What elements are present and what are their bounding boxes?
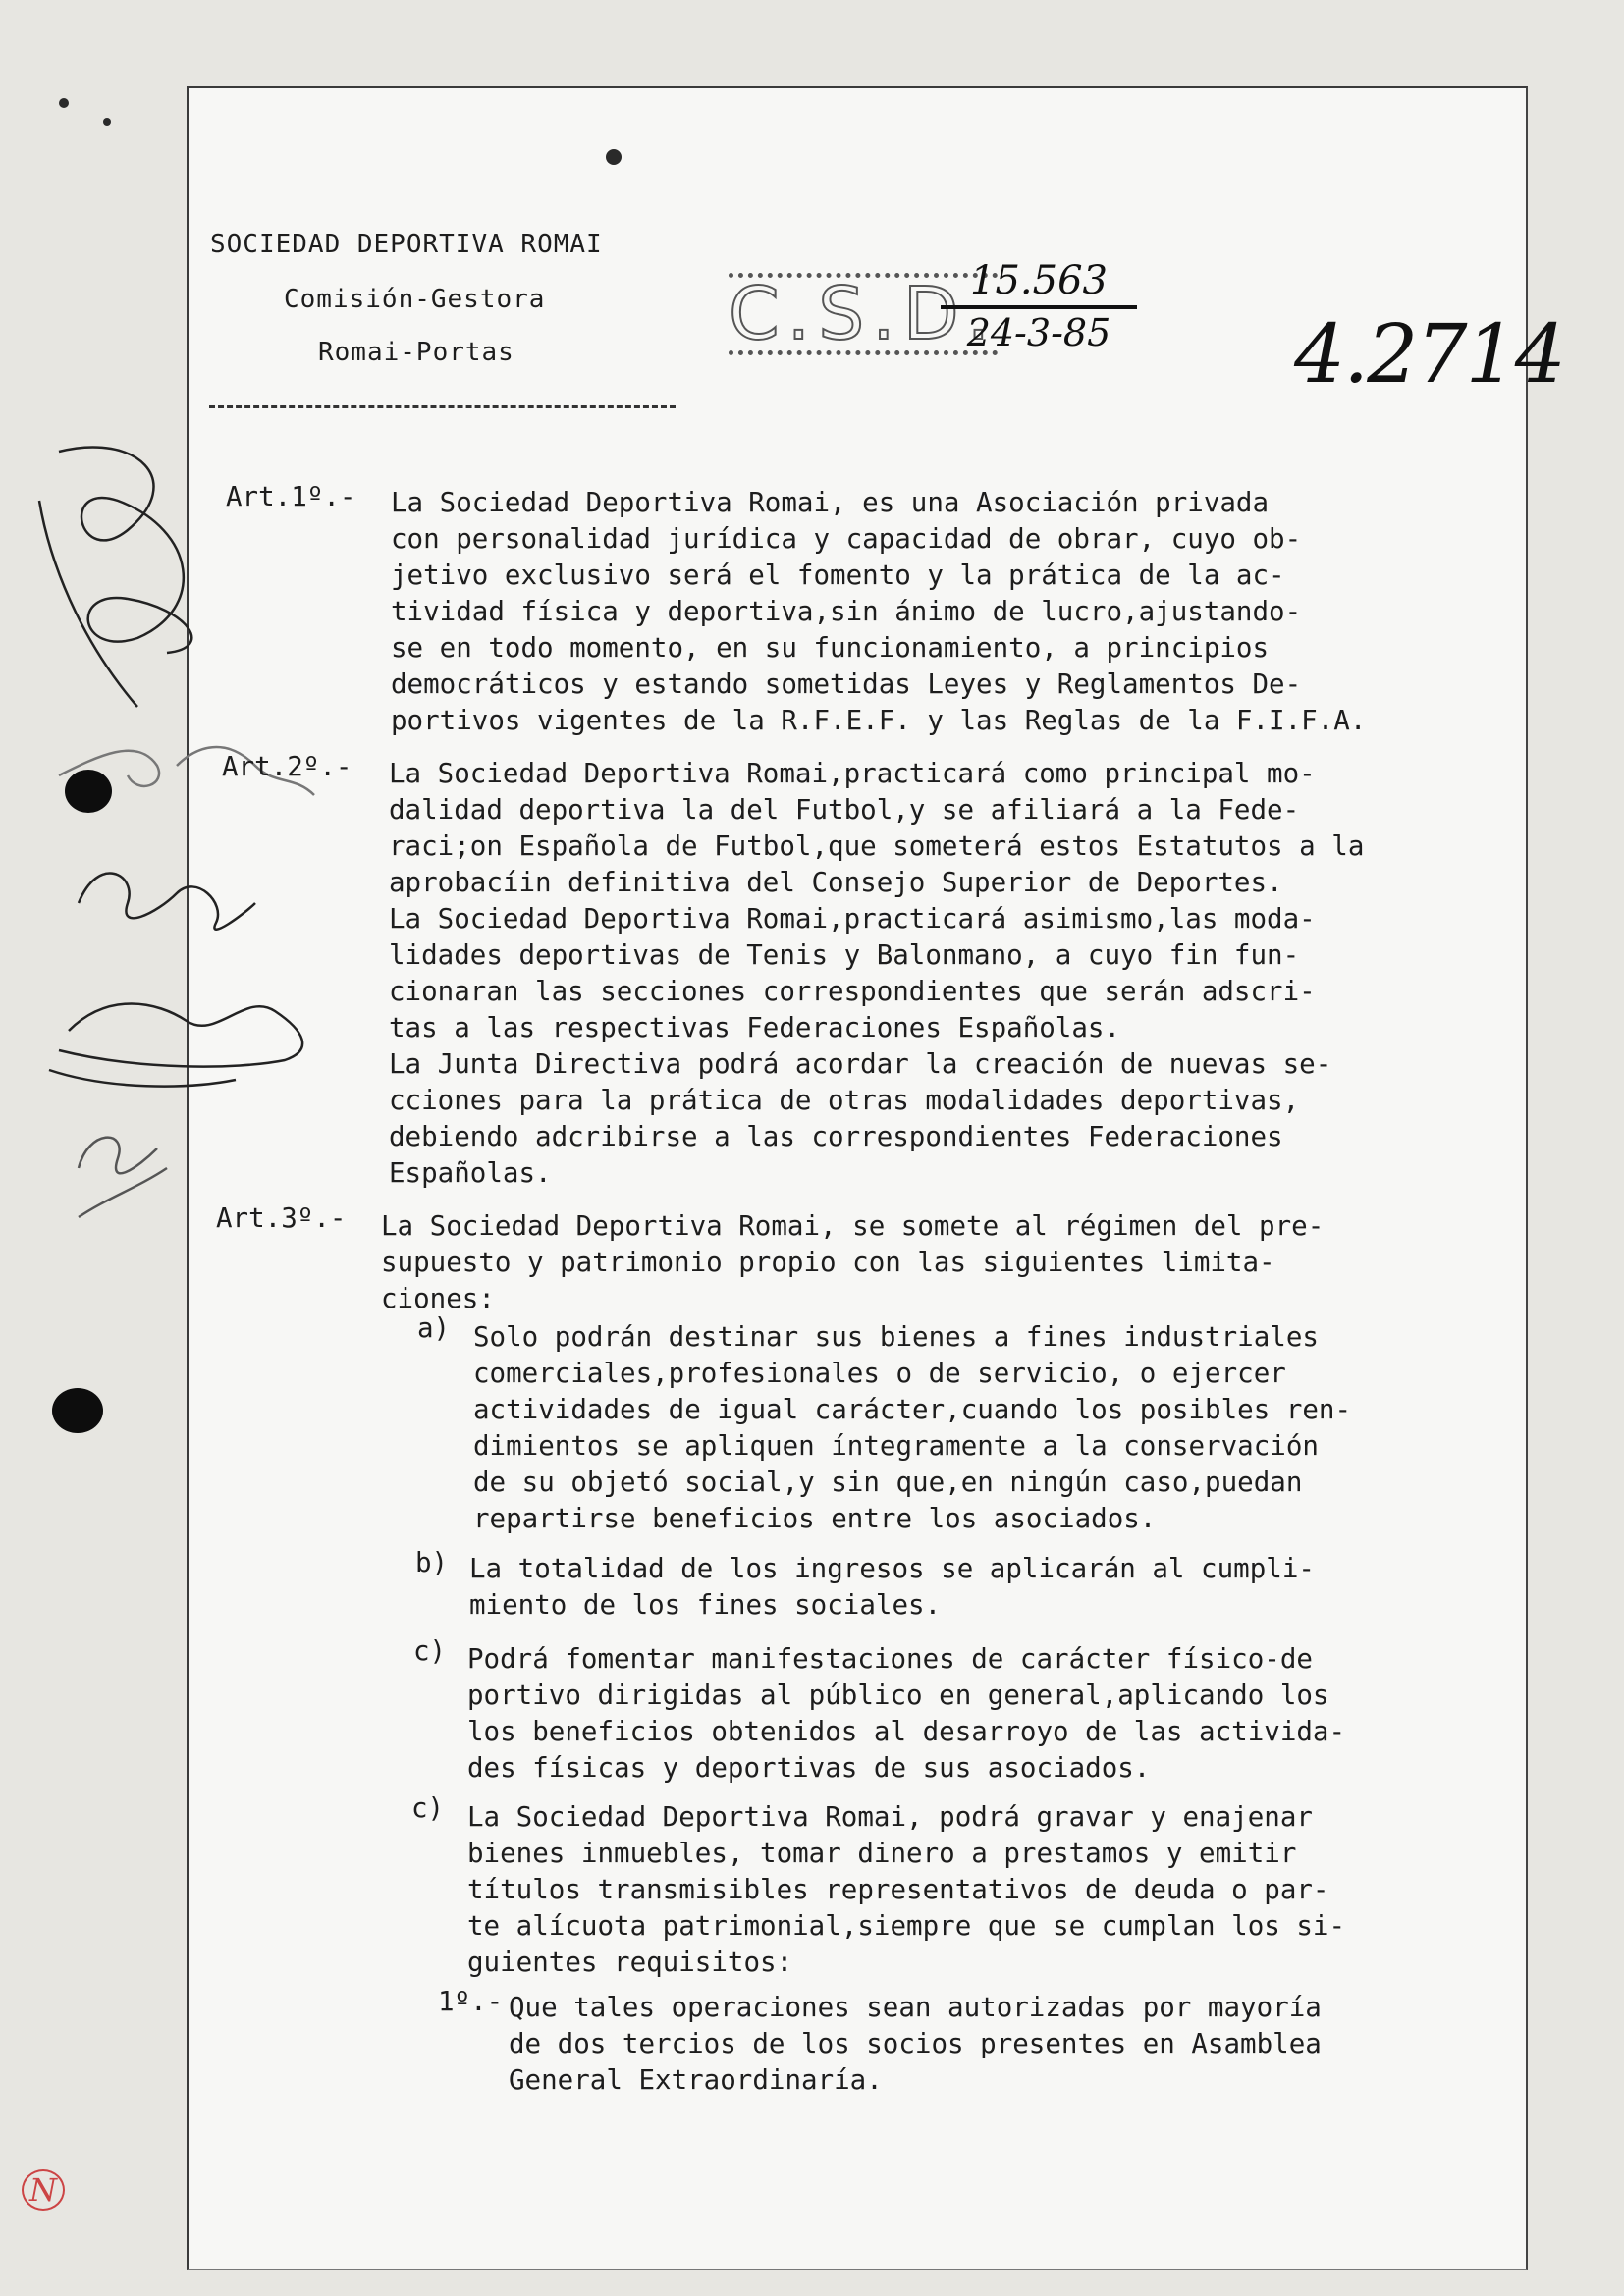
ink-speck <box>606 149 622 165</box>
item-d-marker: c) <box>411 1792 445 1824</box>
text-line: La Sociedad Deportiva Romai, podrá gravar y enajenar <box>467 1801 1313 1833</box>
text-line: La totalidad de los ingresos se aplicarán al cumpli- <box>469 1553 1315 1584</box>
header-divider <box>209 405 676 408</box>
text-line: Españolas. <box>389 1157 552 1189</box>
registry-code: 4.2714 <box>1294 308 1564 401</box>
text-line: tividad física y deportiva,sin ánimo de lucro,ajustando- <box>391 596 1302 627</box>
item-d-text <box>467 1799 1345 1981</box>
text-line: ciones: <box>381 1283 495 1314</box>
item-b-marker: b) <box>415 1547 449 1578</box>
commission-name: Comisión-Gestora <box>284 285 546 314</box>
text-line: guientes requisitos: <box>467 1947 793 1978</box>
text-line: miento de los fines sociales. <box>469 1589 942 1621</box>
registry-date: 24-3-85 <box>966 311 1111 354</box>
csd-stamp: C.S.D. <box>729 272 999 356</box>
text-line: portivos vigentes de la R.F.E.F. y las Reglas de la F.I.F.A. <box>391 705 1367 736</box>
requirement-1-marker: 1º.- <box>438 1986 504 2017</box>
text-line: des físicas y deportivas de sus asociados. <box>467 1752 1151 1784</box>
text-line: raci;on Española de Futbol,que someterá estos Estatutos a la <box>389 830 1365 862</box>
text-line: bienes inmuebles, tomar dinero a prestamos y emitir <box>467 1838 1297 1869</box>
text-line: tas a las respectivas Federaciones Españolas. <box>389 1012 1121 1043</box>
ink-speck <box>103 118 111 126</box>
text-line: aprobacíin definitiva del Consejo Superior de Deportes. <box>389 867 1283 898</box>
item-b-text <box>469 1551 1315 1624</box>
text-line: La Junta Directiva podrá acordar la creación de nuevas se- <box>389 1048 1332 1080</box>
margin-signatures <box>20 442 356 1247</box>
text-line: cciones para la prática de otras modalidades deportivas, <box>389 1085 1300 1116</box>
punch-hole <box>52 1388 103 1433</box>
text-line: jetivo exclusivo será el fomento y la prática de la ac- <box>391 560 1285 591</box>
text-line: cionaran las secciones correspondientes que serán adscri- <box>389 976 1316 1007</box>
text-line: General Extraordinaría. <box>509 2064 883 2096</box>
ink-speck <box>59 98 69 108</box>
text-line: La Sociedad Deportiva Romai,practicará como principal mo- <box>389 758 1316 789</box>
text-line: dimientos se apliquen íntegramente a la conservación <box>473 1430 1319 1462</box>
item-a-text <box>473 1319 1351 1537</box>
text-line: Que tales operaciones sean autorizadas por mayoría <box>509 1992 1322 2023</box>
item-c-marker: c) <box>413 1635 447 1667</box>
footer-mark: N <box>22 2169 65 2211</box>
text-line: portivo dirigidas al público en general,aplicando los <box>467 1680 1329 1711</box>
text-line: te alícuota patrimonial,siempre que se cumplan los si- <box>467 1910 1346 1942</box>
text-line: de dos tercios de los socios presentes en Asamblea <box>509 2028 1322 2059</box>
registry-entry <box>941 258 1137 354</box>
requirement-1-text <box>509 1990 1322 2099</box>
item-a-marker: a) <box>417 1312 451 1344</box>
text-line: actividades de igual carácter,cuando los posibles ren- <box>473 1394 1352 1425</box>
text-line: títulos transmisibles representativos de deuda o par- <box>467 1874 1329 1905</box>
registry-number: 15.563 <box>941 258 1137 309</box>
text-line: repartirse beneficios entre los asociados. <box>473 1503 1157 1534</box>
text-line: supuesto y patrimonio propio con las siguientes limita- <box>381 1247 1275 1278</box>
text-line: con personalidad jurídica y capacidad de obrar, cuyo ob- <box>391 523 1302 555</box>
article-1-text <box>391 485 1366 739</box>
location-name: Romai-Portas <box>318 338 514 367</box>
text-line: los beneficios obtenidos al desarroyo de las activida- <box>467 1716 1346 1747</box>
text-line: La Sociedad Deportiva Romai,practicará asimismo,las moda- <box>389 903 1316 934</box>
article-2-text <box>389 756 1364 1192</box>
text-line: Podrá fomentar manifestaciones de carácter físico-de <box>467 1643 1313 1675</box>
text-line: dalidad deportiva la del Futbol,y se afiliará a la Fede- <box>389 794 1300 826</box>
text-line: de su objetó social,y sin que,en ningún caso,puedan <box>473 1467 1303 1498</box>
text-line: democráticos y estando sometidas Leyes y Reglamentos De- <box>391 668 1302 700</box>
text-line: se en todo momento, en su funcionamiento, a principios <box>391 632 1270 664</box>
article-3-label: Art.3º.- <box>216 1202 347 1234</box>
article-2-label: Art.2º.- <box>222 751 352 782</box>
text-line: comerciales,profesionales o de servicio, o ejercer <box>473 1358 1286 1389</box>
org-name: SOCIEDAD DEPORTIVA ROMAI <box>210 230 603 259</box>
item-c-text <box>467 1641 1345 1787</box>
article-1-label: Art.1º.- <box>226 481 356 512</box>
text-line: La Sociedad Deportiva Romai, se somete al régimen del pre- <box>381 1210 1325 1242</box>
text-line: lidades deportivas de Tenis y Balonmano, a cuyo fin fun- <box>389 939 1300 971</box>
text-line: La Sociedad Deportiva Romai, es una Asociación privada <box>391 487 1270 518</box>
article-3-text <box>381 1208 1324 1317</box>
text-line: Solo podrán destinar sus bienes a fines industriales <box>473 1321 1319 1353</box>
text-line: debiendo adcribirse a las correspondientes Federaciones <box>389 1121 1283 1152</box>
